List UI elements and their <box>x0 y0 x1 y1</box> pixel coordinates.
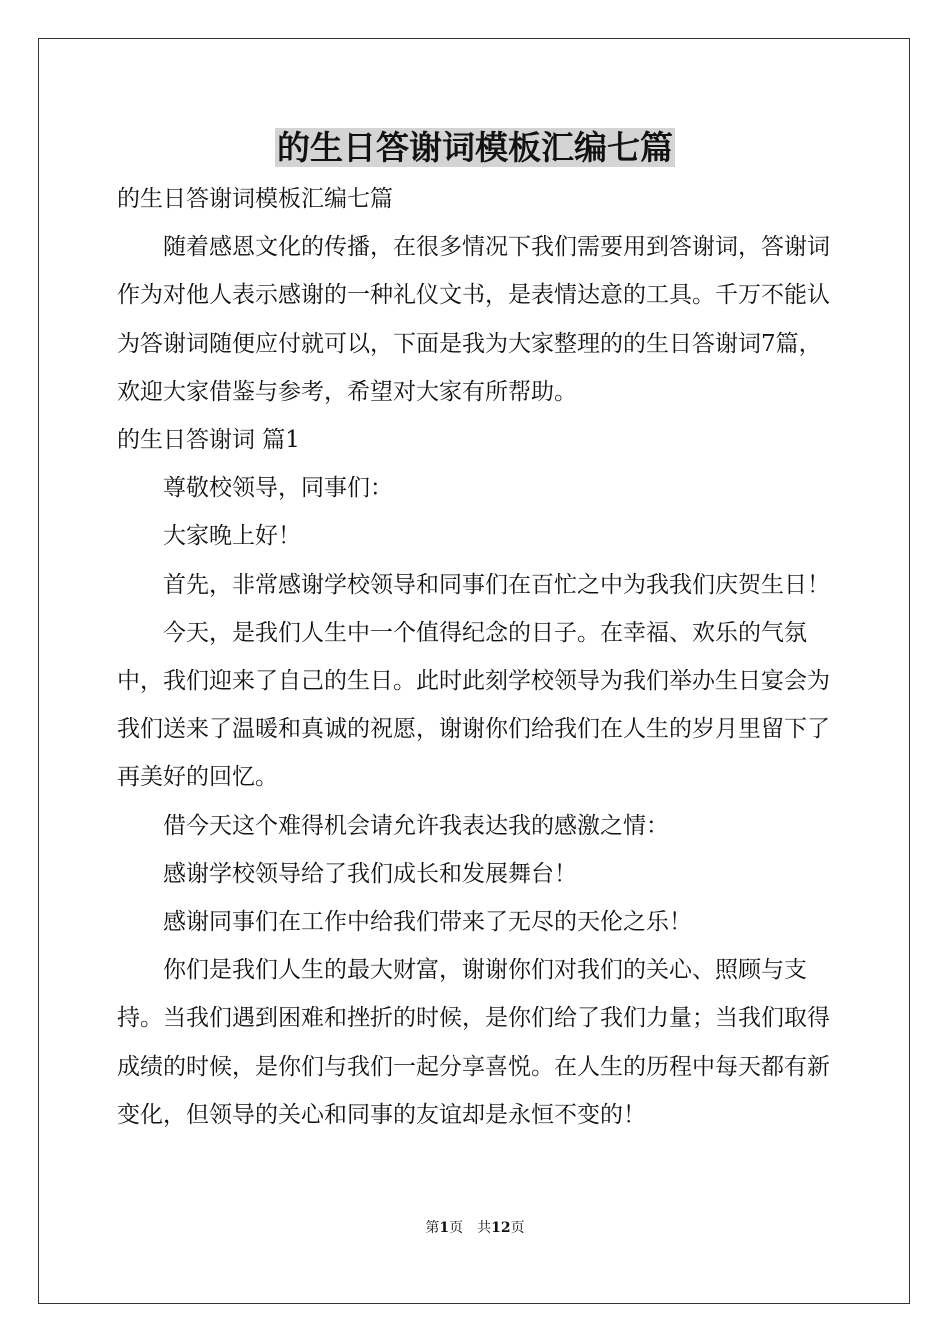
total-pages: 12 <box>491 1220 511 1236</box>
page-number: 1 <box>439 1220 450 1236</box>
intro-paragraph: 随着感恩文化的传播，在很多情况下我们需要用到答谢词，答谢词作为对他人表示感谢的一种礼仪文书，是表情达意的工具。千万不能认为答谢词随便应付就可以，下面是我为大家整理的的生日答谢词7篇，欢迎大家借鉴与参考，希望对大家有所帮助。 <box>117 234 830 405</box>
body-paragraph: 你们是我们人生的最大财富，谢谢你们对我们的关心、照顾与支持。当我们遇到困难和挫折的时候，是你们给了我们力量；当我们取得成绩的时候，是你们与我们一起分享喜悦。在人生的历程中每天都有新变化，但领导的关心和同事的友谊却是永恒不变的！ <box>117 957 830 1128</box>
body-paragraph: 今天，是我们人生中一个值得纪念的日子。在幸福、欢乐的气氛中，我们迎来了自己的生日。此时此刻学校领导为我们举办生日宴会为我们送来了温暖和真诚的祝愿，谢谢你们给我们在人生的岁月里留下了再美好的回忆。 <box>117 619 830 791</box>
body-paragraph: 感谢同事们在工作中给我们带来了无尽的天伦之乐！ <box>163 909 692 936</box>
salutation-paragraph: 尊敬校领导，同事们： <box>163 475 393 502</box>
body-paragraph: 首先，非常感谢学校领导和同事们在百忙之中为我我们庆贺生日！ <box>163 571 830 598</box>
page-prefix: 第 <box>425 1220 440 1236</box>
page-suffix: 页 <box>449 1220 464 1236</box>
body-paragraph: 感谢学校领导给了我们成长和发展舞台！ <box>163 860 577 887</box>
document-title <box>0 124 950 172</box>
body-paragraph: 借今天这个难得机会请允许我表达我的感激之情： <box>163 812 669 839</box>
page-footer <box>0 1218 950 1238</box>
total-suffix: 页 <box>510 1220 525 1236</box>
section-heading: 的生日答谢词 篇1 <box>117 427 300 454</box>
document-title-text: 的生日答谢词模板汇编七篇 <box>277 128 673 167</box>
document-body <box>117 175 837 1139</box>
subtitle-paragraph: 的生日答谢词模板汇编七篇 <box>117 186 393 212</box>
total-prefix: 共 <box>477 1220 492 1236</box>
greeting-paragraph: 大家晚上好！ <box>163 523 301 550</box>
